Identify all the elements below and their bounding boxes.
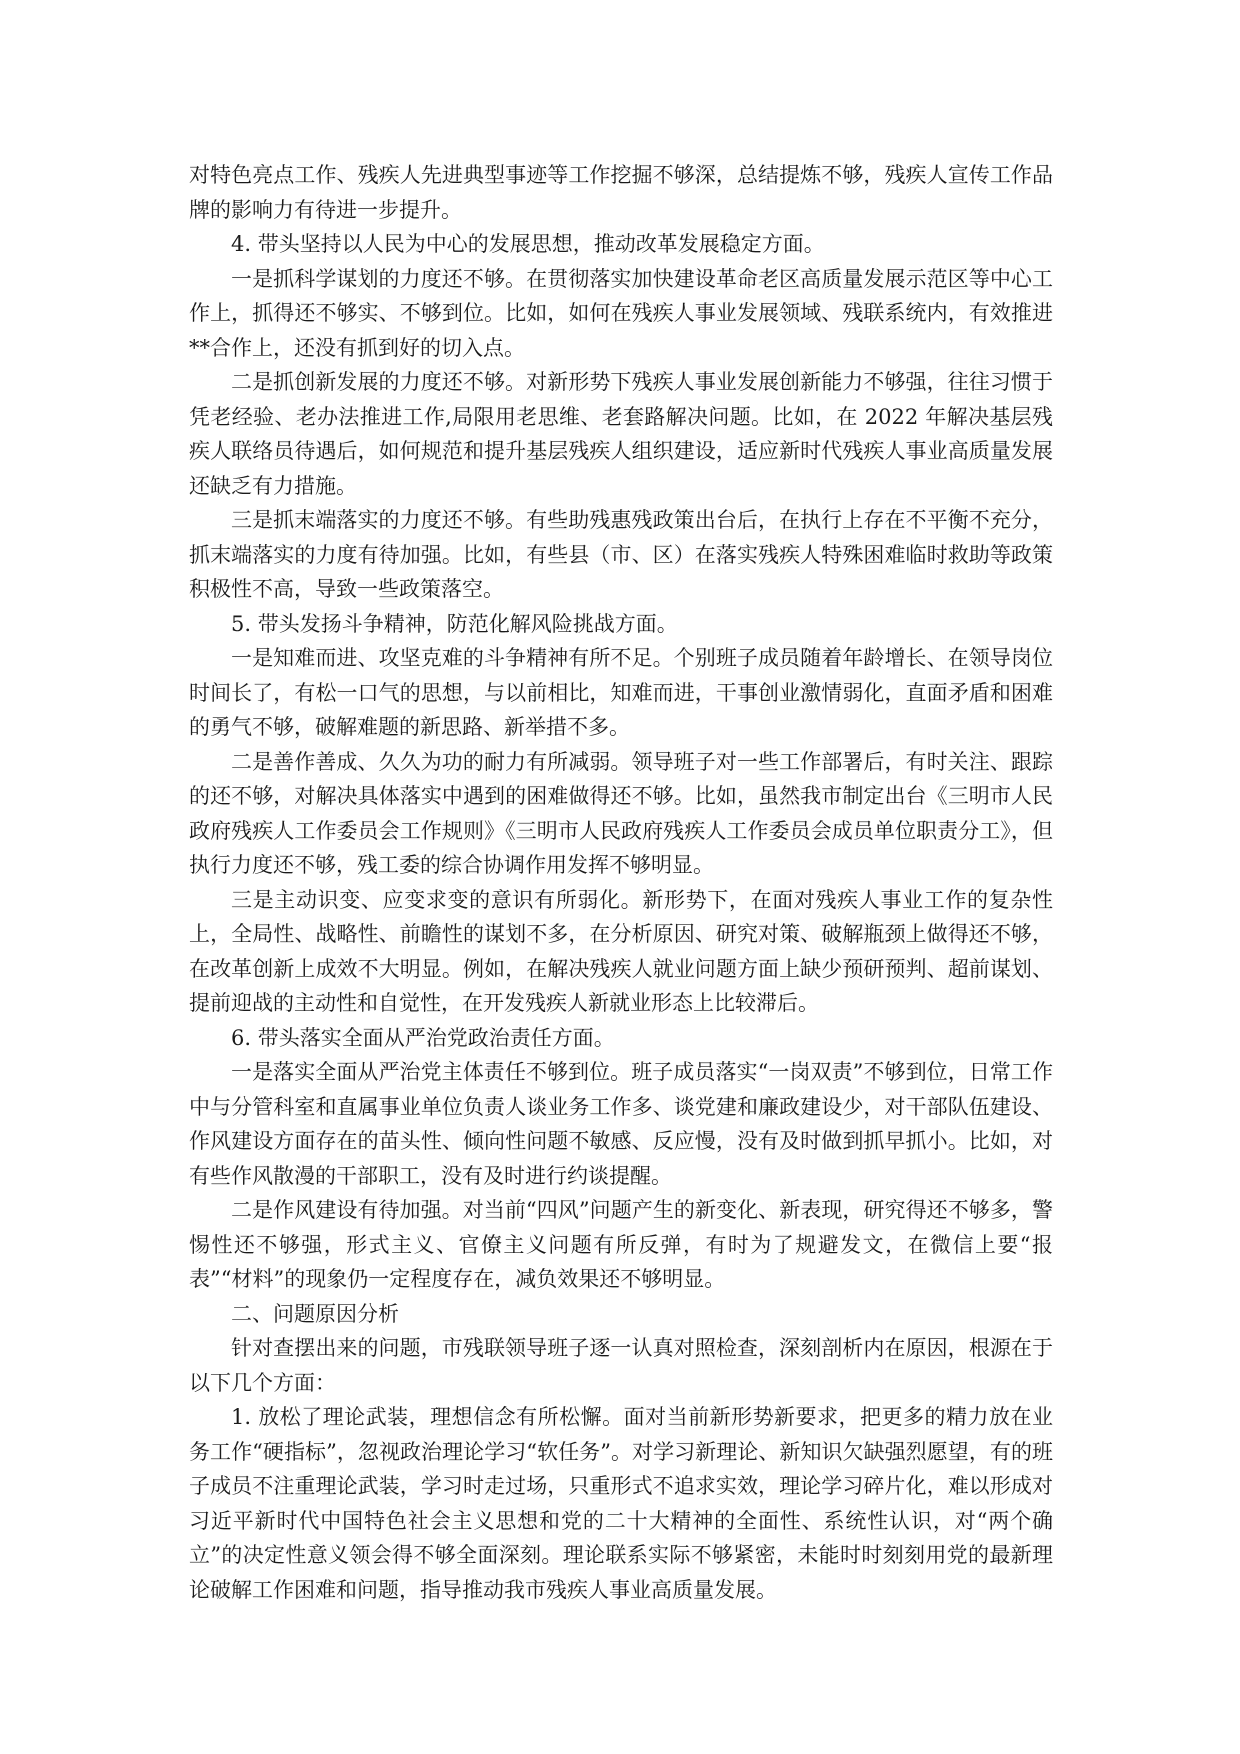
paragraph: 二是善作善成、久久为功的耐力有所减弱。领导班子对一些工作部署后，有时关注、跟踪的还不够，对解决具体落实中遇到的困难做得还不够。比如，虽然我市制定出台《三明市人民政府残疾人工作委员会工作规则》《三明市人民政府残疾人工作委员会成员单位职责分工》，但执行力度还不够，残工委的综合协调作用发挥不够明显。 (189, 749, 1053, 877)
paragraph: 1. 放松了理论武装，理想信念有所松懈。面对当前新形势新要求，把更多的精力放在业务工作“硬指标”，忽视政治理论学习“软任务”。对学习新理论、新知识欠缺强烈愿望，有的班子成员不注重理论武装，学习时走过场，只重形式不追求实效，理论学习碎片化，难以形成对习近平新时代中国特色社会主义思想和党的二十大精神的全面性、系统性认识，对“两个确立”的决定性意义领会得不够全面深刻。理论联系实际不够紧密，未能时时刻刻用党的最新理论破解工作困难和问题，指导推动我市残疾人事业高质量发展。 (189, 1405, 1053, 1602)
paragraph: 一是抓科学谋划的力度还不够。在贯彻落实加快建设革命老区高质量发展示范区等中心工作上，抓得还不够实、不够到位。比如，如何在残疾人事业发展领域、残联系统内，有效推进**合作上，还没有抓到好的切入点。 (189, 266, 1053, 360)
paragraph: 二是作风建设有待加强。对当前“四风”问题产生的新变化、新表现，研究得还不够多，警惕性还不够强，形式主义、官僚主义问题有所反弹，有时为了规避发文，在微信上要“报表”“材料”的现象仍一定程度存在，减负效果还不够明显。 (189, 1198, 1053, 1291)
section-heading-4: 4. 带头坚持以人民为中心的发展思想，推动改革发展稳定方面。 (231, 232, 825, 256)
section-heading-6: 6. 带头落实全面从严治党政治责任方面。 (231, 1025, 615, 1050)
paragraph: 三是抓末端落实的力度还不够。有些助残惠残政策出台后，在执行上存在不平衡不充分，抓末端落实的力度有待加强。比如，有些县（市、区）在落实残疾人特殊困难临时救助等政策积极性不高，导致一些政策落空。 (189, 508, 1053, 601)
paragraph: 二是抓创新发展的力度还不够。对新形势下残疾人事业发展创新能力不够强，往往习惯于凭老经验、老办法推进工作,局限用老思维、老套路解决问题。比如，在 2022 年解决基层残疾人联络员待遇后，如何规范和提升基层残疾人组织建设，适应新时代残疾人事业高质量发展还缺乏有力措施。 (189, 370, 1053, 498)
paragraph-continuation: 对特色亮点工作、残疾人先进典型事迹等工作挖掘不够深，总结提炼不够，残疾人宣传工作品牌的影响力有待进一步提升。 (189, 163, 1053, 222)
paragraph: 一是落实全面从严治党主体责任不够到位。班子成员落实“一岗双责”不够到位，日常工作中与分管科室和直属事业单位负责人谈业务工作多、谈党建和廉政建设少，对干部队伍建设、作风建设方面存在的苗头性、倾向性问题不敏感、反应慢，没有及时做到抓早抓小。比如，对有些作风散漫的干部职工，没有及时进行约谈提醒。 (189, 1060, 1053, 1188)
paragraph: 针对查摆出来的问题，市残联领导班子逐一认真对照检查，深刻剖析内在原因，根源在于以下几个方面： (189, 1336, 1053, 1395)
paragraph: 一是知难而进、攻坚克难的斗争精神有所不足。个别班子成员随着年龄增长、在领导岗位时间长了，有松一口气的思想，与以前相比，知难而进，干事创业激情弱化，直面矛盾和困难的勇气不够，破解难题的新思路、新举措不多。 (189, 646, 1053, 739)
chapter-heading: 二、问题原因分析 (231, 1301, 399, 1326)
section-heading-5: 5. 带头发扬斗争精神，防范化解风险挑战方面。 (231, 611, 678, 636)
document-page (189, 158, 1053, 1607)
paragraph: 三是主动识变、应变求变的意识有所弱化。新形势下，在面对残疾人事业工作的复杂性上，全局性、战略性、前瞻性的谋划不多，在分析原因、研究对策、破解瓶颈上做得还不够，在改革创新上成效不大明显。例如，在解决残疾人就业问题方面上缺少预研预判、超前谋划、提前迎战的主动性和自觉性，在开发残疾人新就业形态上比较滞后。 (189, 887, 1053, 1015)
